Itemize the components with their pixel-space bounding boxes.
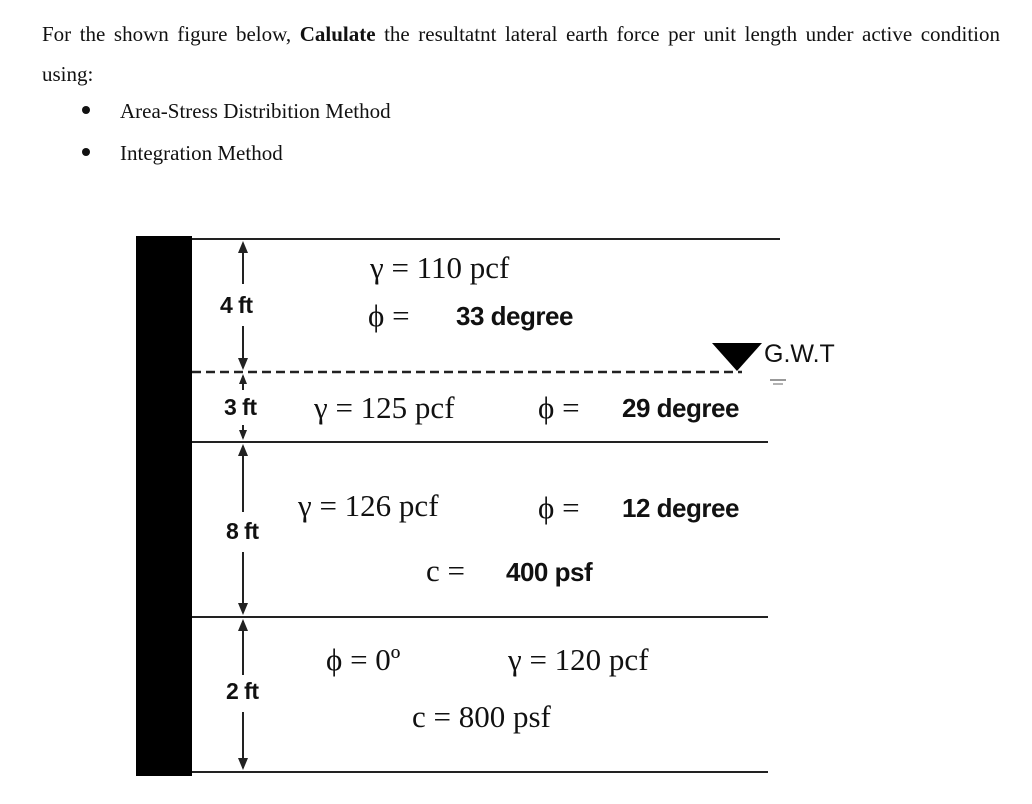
friction-angle-value: 33 degree [456,301,573,331]
cohesion-symbol: c = [426,553,465,588]
layer-thickness-label: 8 ft [226,518,259,544]
question-text [42,14,1000,94]
unit-weight-label: γ = 125 pcf [314,390,455,425]
layer-thickness-label: 4 ft [220,292,253,318]
friction-angle-symbol: ϕ = [368,298,410,333]
friction-angle-symbol: ϕ = [538,390,580,425]
cohesion-label: c = 800 psf [412,699,551,734]
friction-angle-label: ϕ = 0º [326,642,401,677]
question-rest: the resultatnt lateral earth force per unit length under active condition using: [42,22,1001,86]
water-table-label: G.W.T [764,340,835,368]
question-intro: For the shown figure below, [42,22,292,46]
layer-thickness-label: 2 ft [226,678,259,704]
friction-angle-value: 29 degree [622,393,739,423]
unit-weight-label: γ = 120 pcf [508,642,649,677]
question-emphasis: Calulate [299,22,376,46]
bullet-icon [82,106,90,114]
layer-thickness-label: 3 ft [224,394,257,420]
retaining-wall [136,236,192,776]
method-label: Integration Method [120,141,283,165]
method-label: Area-Stress Distribition Method [120,99,391,123]
bullet-icon [82,148,90,156]
dimension-arrows [238,241,248,770]
friction-angle-symbol: ϕ = [538,490,580,525]
cohesion-value: 400 psf [506,557,593,587]
unit-weight-label: γ = 110 pcf [370,250,510,285]
unit-weight-label: γ = 126 pcf [298,488,439,523]
friction-angle-value: 12 degree [622,493,739,523]
water-table-icon [712,343,762,371]
